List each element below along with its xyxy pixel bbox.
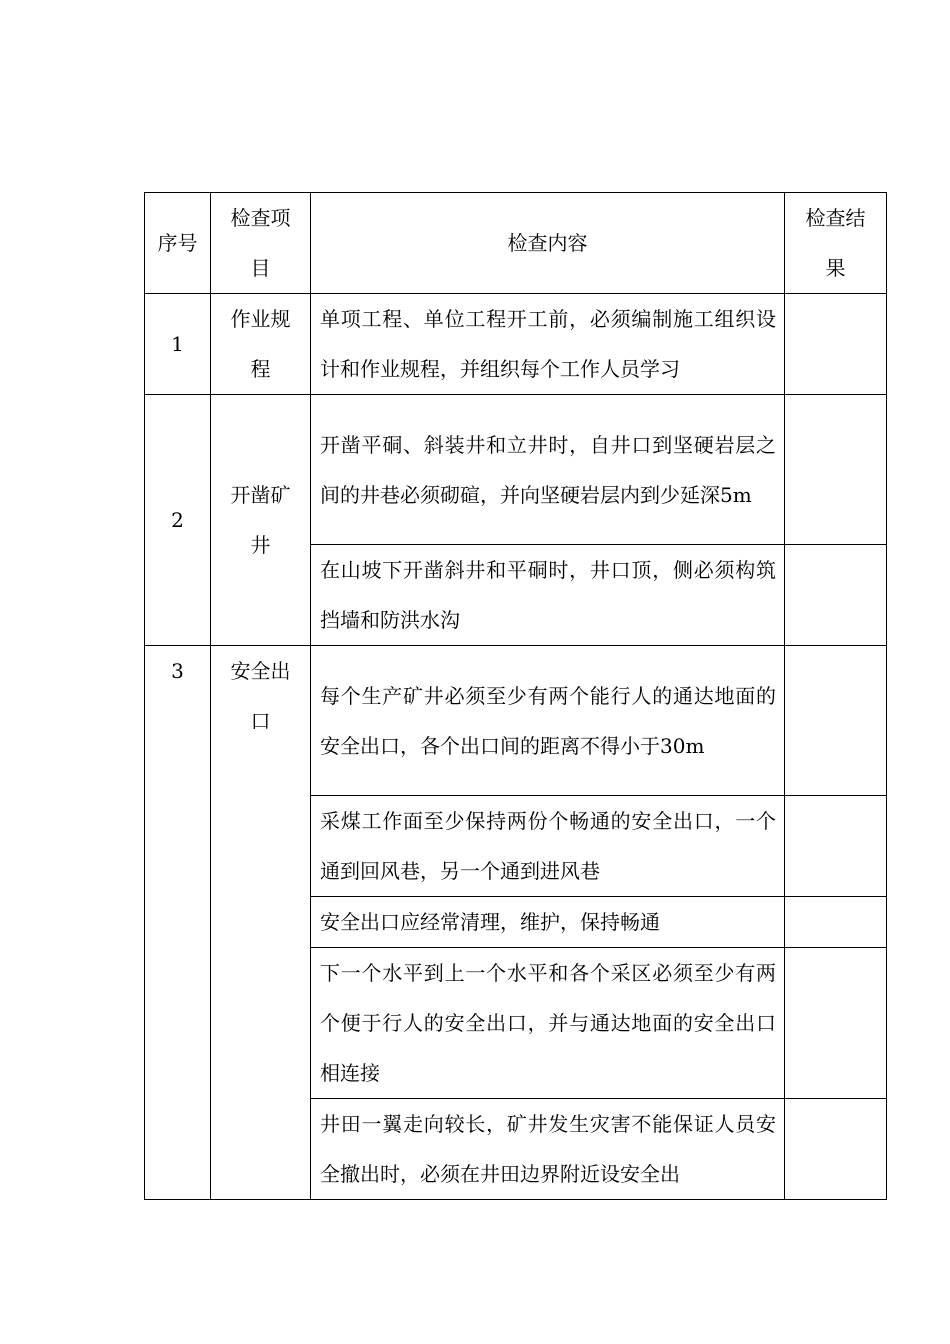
row-content: 井田一翼走向较长，矿井发生灾害不能保证人员安全撤出时，必须在井田边界附近设安全出 xyxy=(311,1099,785,1200)
row-result xyxy=(785,897,887,948)
row-result xyxy=(785,545,887,646)
row-content: 开凿平硐、斜装井和立井时，自井口到坚硬岩层之间的井巷必须砌碹，并向坚硬岩层内到少延深5m xyxy=(311,395,785,545)
row-result xyxy=(785,796,887,897)
row-item: 开凿矿井 xyxy=(211,395,311,646)
inspection-table xyxy=(144,192,887,1200)
header-result: 检查结果 xyxy=(785,193,887,294)
row-result xyxy=(785,1099,887,1200)
row-no: 3 xyxy=(145,646,211,1200)
table-row xyxy=(145,294,887,395)
row-item: 作业规程 xyxy=(211,294,311,395)
row-no: 1 xyxy=(145,294,211,395)
row-content: 安全出口应经常清理，维护，保持畅通 xyxy=(311,897,785,948)
row-content: 采煤工作面至少保持两份个畅通的安全出口，一个通到回风巷，另一个通到进风巷 xyxy=(311,796,785,897)
table-row xyxy=(145,646,887,796)
row-result xyxy=(785,948,887,1099)
header-item: 检查项目 xyxy=(211,193,311,294)
row-result xyxy=(785,395,887,545)
table-row xyxy=(145,395,887,545)
header-no: 序号 xyxy=(145,193,211,294)
row-no: 2 xyxy=(145,395,211,646)
row-content: 在山坡下开凿斜井和平硐时，井口顶，侧必须构筑挡墙和防洪水沟 xyxy=(311,545,785,646)
row-item: 安全出口 xyxy=(211,646,311,1200)
row-content: 单项工程、单位工程开工前，必须编制施工组织设计和作业规程，并组织每个工作人员学习 xyxy=(311,294,785,395)
row-content: 下一个水平到上一个水平和各个采区必须至少有两个便于行人的安全出口，并与通达地面的安全出口相连接 xyxy=(311,948,785,1099)
table-header-row xyxy=(145,193,887,294)
header-content: 检查内容 xyxy=(311,193,785,294)
row-content: 每个生产矿井必须至少有两个能行人的通达地面的安全出口，各个出口间的距离不得小于30m xyxy=(311,646,785,796)
row-result xyxy=(785,294,887,395)
row-result xyxy=(785,646,887,796)
